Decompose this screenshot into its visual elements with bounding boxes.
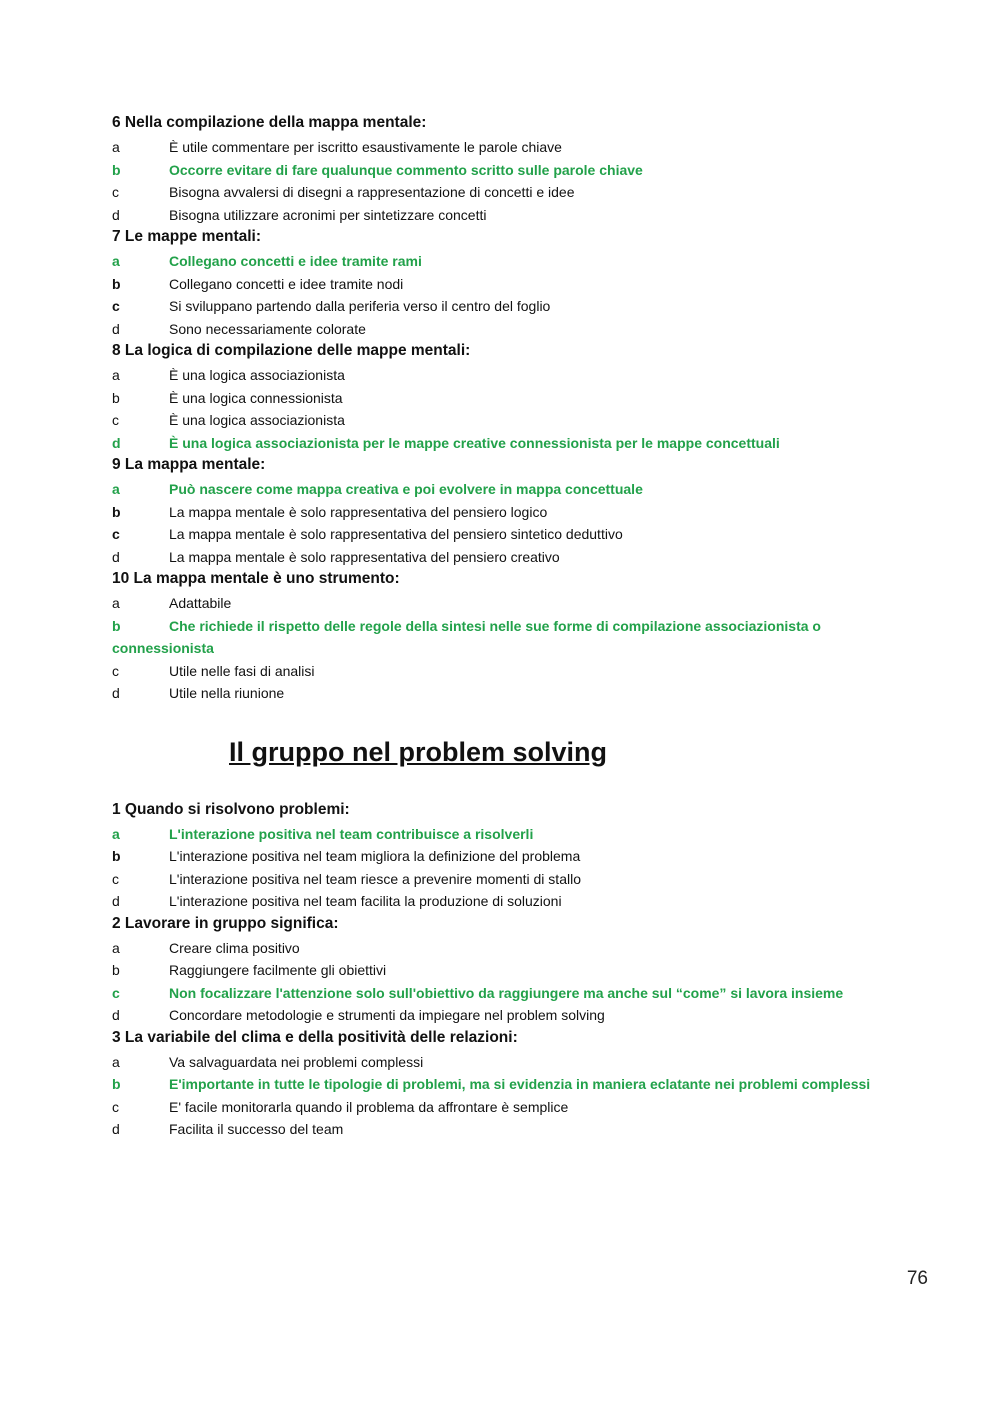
option-b: b La mappa mentale è solo rappresentativa del pensiero logico <box>112 503 548 520</box>
option-a: a Va salvaguardata nei problemi complessi <box>112 1053 424 1070</box>
option-c: c Bisogna avvalersi di disegni a rappresentazione di concetti e idee <box>112 184 575 200</box>
page-number: 76 <box>906 1268 928 1289</box>
option-c-correct: c Non focalizzare l'attenzione solo sull'obiettivo da raggiungere ma anche sul “come” si lavora insieme <box>112 984 844 1001</box>
option-a: a Adattabile <box>112 595 232 611</box>
question-title: 6 Nella compilazione della mappa mentale: <box>112 114 427 131</box>
option-a-correct: a Può nascere come mappa creativa e poi evolvere in mappa concettuale <box>112 481 643 497</box>
question-1 <box>112 799 912 913</box>
question-title: 10 La mappa mentale è uno strumento: <box>112 570 400 587</box>
question-title: 7 Le mappe mentali: <box>112 228 262 245</box>
option-d: d Concordare metodologie e strumenti da impiegare nel problem solving <box>112 1007 605 1023</box>
option-b: b Raggiungere facilmente gli obiettivi <box>112 962 387 978</box>
option-b: b È una logica connessionista <box>112 389 343 406</box>
option-d: d Bisogna utilizzare acronimi per sintetizzare concetti <box>112 206 487 223</box>
question-title: 3 La variabile del clima e della positività delle relazioni: <box>112 1028 518 1046</box>
option-b-correct: b E'importante in tutte le tipologie di problemi, ma si evidenzia in maniera eclatante nei problemi complessi <box>112 1076 871 1092</box>
question-title: 1 Quando si risolvono problemi: <box>112 800 350 818</box>
option-d: d Sono necessariamente colorate <box>112 320 366 337</box>
question-title: 2 Lavorare in gruppo significa: <box>112 914 339 932</box>
option-a-correct: a Collegano concetti e idee tramite rami <box>112 253 422 269</box>
option-b: b Collegano concetti e idee tramite nodi <box>112 275 404 292</box>
option-c: c Si sviluppano partendo dalla periferia verso il centro del foglio <box>112 298 551 314</box>
question-8 <box>112 340 912 454</box>
option-a: a È utile commentare per iscritto esaustivamente le parole chiave <box>112 139 562 155</box>
option-c: c È una logica associazionista <box>112 412 345 428</box>
option-continuation: connessionista <box>112 640 214 656</box>
option-b-correct: b Che richiede il rispetto delle regole della sintesi nelle sue forme di compilazione associazionista o connessionista <box>112 617 821 656</box>
option-a: a È una logica associazionista <box>112 367 345 383</box>
option-d: d La mappa mentale è solo rappresentativa del pensiero creativo <box>112 548 560 565</box>
option-c: c L'interazione positiva nel team riesce a prevenire momenti di stallo <box>112 870 581 887</box>
option-b-correct: b Occorre evitare di fare qualunque commento scritto sulle parole chiave <box>112 161 643 178</box>
question-10 <box>112 568 912 705</box>
option-c: c E' facile monitorarla quando il problema da affrontare è semplice <box>112 1098 569 1115</box>
question-title: 8 La logica di compilazione delle mappe mentali: <box>112 342 471 359</box>
heading-underline-lead <box>112 735 229 769</box>
question-7 <box>112 226 912 340</box>
option-a-correct: a L'interazione positiva nel team contribuisce a risolverli <box>112 825 534 842</box>
option-d: d Utile nella riunione <box>112 685 285 701</box>
option-c: c La mappa mentale è solo rappresentativa del pensiero sintetico deduttivo <box>112 526 623 542</box>
option-b: b L'interazione positiva nel team migliora la definizione del problema <box>112 848 581 864</box>
question-9 <box>112 454 912 568</box>
question-6 <box>112 112 912 226</box>
question-3 <box>112 1027 912 1141</box>
question-2 <box>112 913 912 1027</box>
document-page <box>112 112 912 1141</box>
option-d: d L'interazione positiva nel team facilita la produzione di soluzioni <box>112 893 562 909</box>
option-d-correct: d È una logica associazionista per le mappe creative connessionista per le mappe concettuali <box>112 434 780 451</box>
question-title: 9 La mappa mentale: <box>112 456 266 473</box>
option-c: c Utile nelle fasi di analisi <box>112 662 315 679</box>
option-a: a Creare clima positivo <box>112 939 300 956</box>
section-heading: Il gruppo nel problem solving <box>112 735 912 769</box>
option-d: d Facilita il successo del team <box>112 1121 344 1137</box>
